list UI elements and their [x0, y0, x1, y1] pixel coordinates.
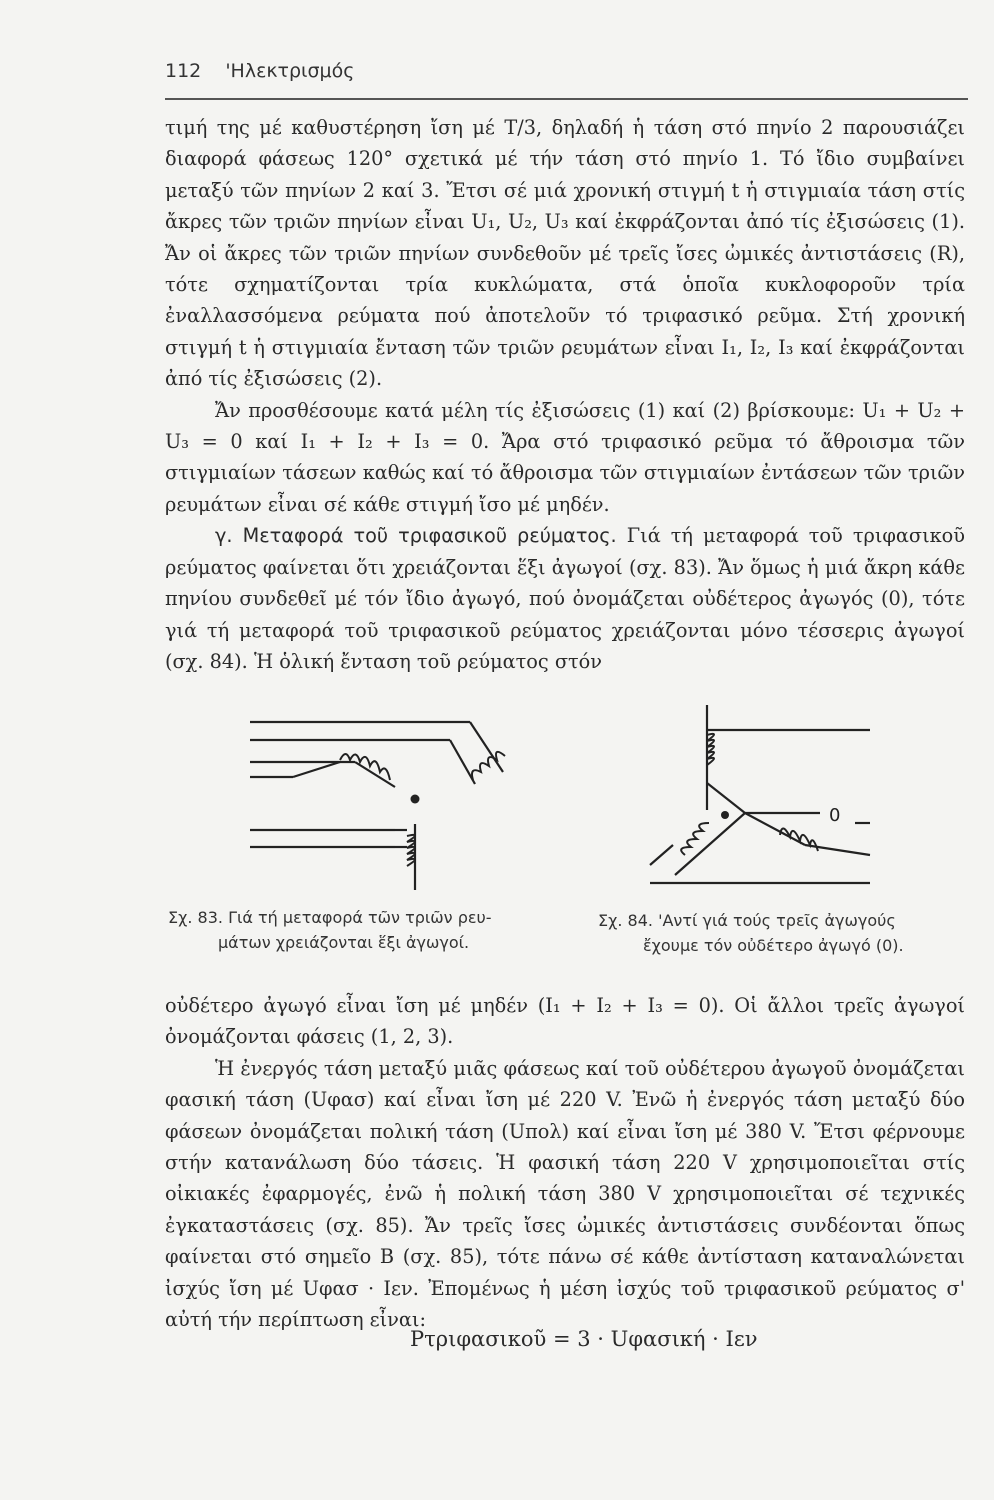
page-number: 112 — [165, 60, 202, 82]
paragraph: Ἡ ἐνεργός τάση μεταξύ μιᾶς φάσεως καί τοῦ οὐδέτερου ἀγωγοῦ ὀνομάζεται φασική τάση (Uφασ) καί εἶναι ἴση μέ 220 V. Ἐνῶ ἡ ἐνεργός τάση μεταξύ δύο φάσεων ὀνομάζεται πολική τάση (Uπολ) καί εἶναι ἴση μέ 380 V. Ἔτσι φέρνουμε στήν κατανάλωση δύο τάσεις. Ἡ φασική τάση 220 V χρησιμοποιεῖται στίς οἰκιακές ἐφαρμογές, ἐνῶ ἡ πολική τάση 380 V χρησιμοποιεῖται σέ τεχνικές ἐγκαταστάσεις (σχ. 85). Ἄν τρεῖς ἴσες ὠμικές ἀντιστάσεις συνδέονται ὅπως φαίνεται στό σημεῖο Β (σχ. 85), τότε πάνω σέ κάθε ἀντίσταση καταναλώνεται ἰσχύς ἴση μέ Uφασ · Iεν. Ἐπομένως ἡ μέση ἰσχύς τοῦ τριφασικοῦ ρεύματος σ' αὐτή τήν περίπτωση εἶναι: — [165, 1056, 965, 1332]
paragraph: οὐδέτερο ἀγωγό εἶναι ἴση μέ μηδέν (I₁ + I₂ + I₃ = 0). Οἱ ἄλλοι τρεῖς ἀγωγοί ὀνομάζονται φάσεις (1, 2, 3). — [165, 994, 965, 1049]
header-rule — [165, 98, 968, 100]
paragraph: Ἄν προσθέσουμε κατά μέλη τίς ἐξισώσεις (1) καί (2) βρίσκουμε: U₁ + U₂ + U₃ = 0 καί I₁ + I₂ + I₃ = 0. Ἄρα στό τριφασικό ρεῦμα τό ἄθροισμα τῶν στιγμιαίων τάσεων καθώς καί τό ἄθροισμα τῶν στιγμιαίων ἐντάσεων τῶν τριῶν ρευμάτων εἶναι σέ κάθε στιγμή ἴσο μέ μηδέν. — [165, 398, 965, 516]
caption-text: ἔχουμε τόν οὐδέτερο ἀγωγό (0). — [643, 936, 904, 955]
power-formula: Pτριφασικοῦ = 3 · Uφασική · Iεν — [410, 1327, 758, 1351]
node-dot — [411, 795, 420, 804]
page-header — [165, 60, 965, 82]
caption-text: μάτων χρειάζονται ἕξι ἀγωγοί. — [218, 933, 470, 952]
running-title: 'Ηλεκτρισμός — [225, 60, 355, 82]
section-text: Γιά τή μεταφορά τοῦ τριφασικοῦ ρεύματος φαίνεται ὅτι χρειάζονται ἕξι ἀγωγοί (σχ. 83). Ἄν ὅμως ἡ μιά ἄκρη κάθε πηνίου συνδεθεῖ μέ τόν ἴδιο ἀγωγό, πού ὀνομάζεται οὐδέτερος ἀγωγός (0), τότε γιά τή μεταφορά τοῦ τριφασικοῦ ρεύματος χρειάζονται μόνο τέσσερις ἀγωγοί (σχ. 84). Ἡ ὁλική ἔνταση τοῦ ρεύματος στόν — [165, 524, 966, 673]
neutral-label: 0 — [829, 805, 841, 826]
caption-fig84 — [598, 908, 904, 958]
figure-84-diagram — [645, 705, 945, 895]
caption-text: Γιά τή μεταφορά τῶν τριῶν ρευ- — [228, 908, 492, 927]
paragraph: τιμή της μέ καθυστέρηση ἴση μέ Τ/3, δηλαδή ἡ τάση στό πηνίο 2 παρουσιάζει διαφορά φάσεως 120° σχετικά μέ τήν τάση στό πηνίο 1. Τό ἴδιο συμβαίνει μεταξύ τῶν πηνίων 2 καί 3. Ἔτσι σέ μιά χρονική στιγμή t ἡ στιγμιαία τάση στίς ἄκρες τῶν τριῶν πηνίων εἶναι U₁, U₂, U₃ καί ἐκφράζονται ἀπό τίς ἐξισώσεις (1). Ἄν οἱ ἄκρες τῶν τριῶν πηνίων συνδεθοῦν μέ τρεῖς ἴσες ὠμικές ἀντιστάσεις (R), τότε σχηματίζονται τρία κυκλώματα, στά ὁποῖα κυκλοφοροῦν τρία ἐναλλασσόμενα ρεύματα πού ἀποτελοῦν τό τριφασικό ρεῦμα. Στή χρονική στιγμή t ἡ στιγμιαία ἔνταση τῶν τριῶν ρευμάτων εἶναι I₁, I₂, I₃ καί ἐκφράζονται ἀπό τίς ἐξισώσεις (2). — [165, 116, 965, 391]
body-text-top — [165, 112, 965, 677]
caption-fig83 — [168, 905, 492, 955]
section-paragraph — [165, 520, 965, 677]
caption-label: Σχ. 83. — [168, 908, 223, 927]
caption-label: Σχ. 84. — [598, 911, 653, 930]
section-heading: γ. Μεταφορά τοῦ τριφασικοῦ ρεύματος. — [215, 524, 617, 548]
caption-text: 'Αντί γιά τούς τρεῖς ἀγωγούς — [658, 911, 896, 930]
neutral-node — [721, 811, 729, 819]
figure-83-diagram — [245, 712, 515, 892]
body-text-bottom — [165, 990, 965, 1335]
